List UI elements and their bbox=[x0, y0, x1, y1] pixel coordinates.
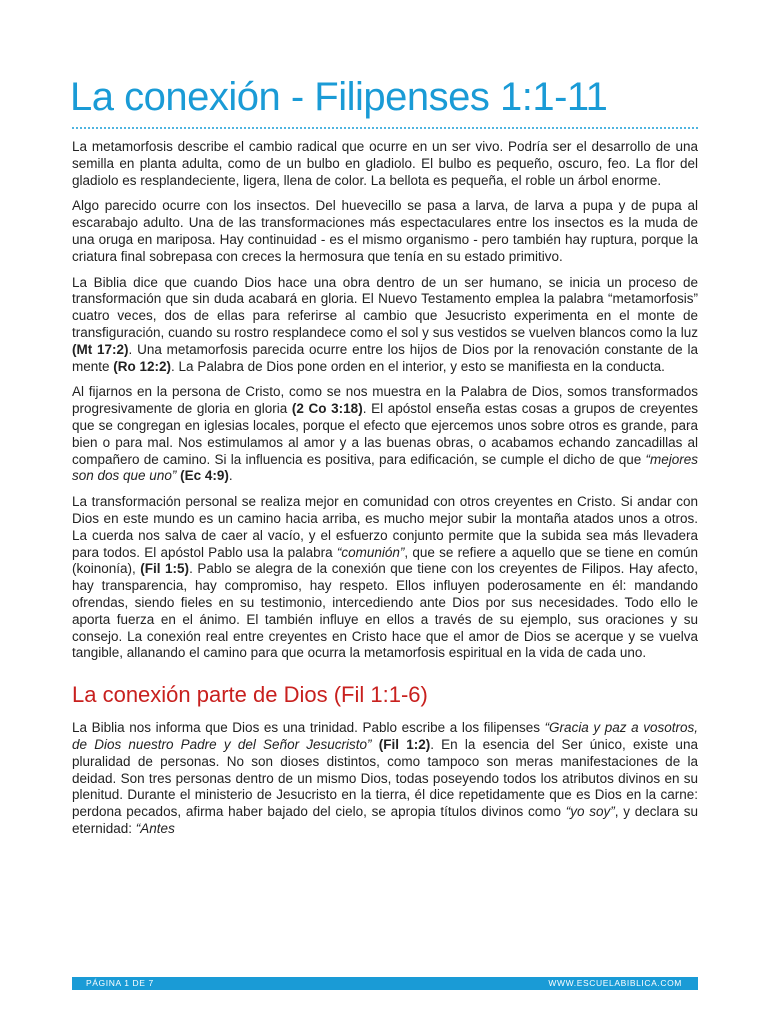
quote-text: “Gracia y paz a vosotros, de Dios nuestro Padre y del Señor Jesucristo” bbox=[72, 720, 698, 752]
text-segment: Al fijarnos en la persona de Cristo, como se nos muestra en la Palabra de Dios, somos transformados progresivamente de gloria en gloria bbox=[72, 384, 698, 417]
paragraph-community bbox=[72, 494, 698, 662]
paragraph-bible-transformation bbox=[72, 275, 698, 376]
scripture-reference: (Ec 4:9) bbox=[180, 468, 229, 484]
paragraph-metamorphosis: La metamorfosis describe el cambio radical que ocurre en un ser vivo. Podría ser el desarrollo de una semilla en planta adulta, como de un bulbo en gladiolo. El bulbo es pequeño, oscuro, feo. La flor del gladiolo es resplandeciente, ligera, llena de color. La bellota es pequeña, el roble un árbol enorme. bbox=[72, 139, 698, 188]
scripture-reference: (Mt 17:2) bbox=[72, 341, 129, 357]
paragraph-insects: Algo parecido ocurre con los insectos. Del huevecillo se pasa a larva, de larva a pupa y de pupa al escarabajo adulto. Una de las transformaciones más espectaculares entre los insectos es la muda de una oruga en mariposa. Hay continuidad - es el mismo organismo - pero también hay ruptura, porque la criatura final sobrepasa con creces la hermosura que tenía en su estado primitivo. bbox=[72, 198, 698, 264]
page-footer bbox=[72, 977, 698, 990]
text-segment: . bbox=[228, 468, 233, 484]
text-segment: . En la esencia del Ser único, existe una pluralidad de personas. No son dioses distintos, como tampoco son meras manifestaciones de la deidad. Son tres personas dentro de un mismo Dios, todas poseyendo todos los atributos divinos en su plenitud. Durante el ministerio de Jesucristo en la tierra, él dice repetidamente que es Dios en la carne: perdona pecados, afirma haber bajado del cielo, se apropia títulos divinos como bbox=[72, 736, 698, 820]
text-segment: . Pablo se alegra de la conexión que tiene con los creyentes de Filipos. Hay afecto, hay transparencia, hay compromiso, hay respeto. Ellos influyen poderosamente en él: mandando ofrendas, siendo fieles en su testimonio, intercediendo ante Dios por sus necesidades. Todo ello le aporta fuerza en el ánimo. El también influye en ellos a través de su ejemplo, sus oraciones y su consejo. La conexión real entre creyentes en Cristo hace que el amor de Dios se acerque y se vuelva tangible, allanando el camino para que ocurra la metamorfosis espiritual en la vida de cada uno. bbox=[72, 561, 698, 661]
text-segment: . Una metamorfosis parecida ocurre entre los hijos de Dios por la renovación constante de la mente bbox=[72, 341, 698, 374]
scripture-reference: (2 Co 3:18) bbox=[291, 401, 363, 417]
scripture-reference: (Fil 1:2) bbox=[378, 736, 431, 752]
scripture-reference: (Fil 1:5) bbox=[140, 561, 190, 577]
page-number: PÁGINA 1 DE 7 bbox=[86, 978, 154, 988]
text-segment: La Biblia dice que cuando Dios hace una obra dentro de un ser humano, se inicia un proceso de transformación que sin duda acabará en gloria. El Nuevo Testamento emplea la palabra “metamorfosis” cuatro veces, dos de ellas para referirse al cambio que Jesucristo experimenta en el monte de transfiguración, cuando su rostro resplandece como el sol y sus vestidos se vuelven blancos como la luz bbox=[72, 274, 698, 340]
text-segment: La Biblia nos informa que Dios es una trinidad. Pablo escribe a los filipenses bbox=[72, 720, 545, 736]
title-dotted-divider bbox=[72, 127, 698, 129]
text-segment: , y declara su eternidad: bbox=[72, 804, 699, 836]
document-body bbox=[72, 139, 698, 847]
website-link[interactable]: WWW.ESCUELABIBLICA.COM bbox=[548, 978, 682, 988]
quote-text: “comunión” bbox=[336, 544, 405, 560]
text-segment: . El apóstol enseña estas cosas a grupos de creyentes que se congregan en iglesias locales, porque el efecto que ejercemos unos sobre otros es grande, para bien o para mal. Nos estimulamos al amor y a las buenas obras, o acabamos echando zancadillas al compañero de camino. Si la influencia es positiva, para edificación, se cumple el dicho de que bbox=[72, 401, 698, 467]
text-segment: , que se refiere a aquello que se tiene en común (koinonía), bbox=[72, 544, 698, 577]
page-title: La conexión - Filipenses 1:1-11 bbox=[70, 75, 608, 119]
section-heading: La conexión parte de Dios (Fil 1:1-6) bbox=[72, 682, 428, 708]
scripture-reference: (Ro 12:2) bbox=[113, 358, 172, 374]
quote-text: “yo soy” bbox=[565, 804, 615, 820]
quote-text: “mejores son dos que uno” bbox=[72, 451, 698, 484]
text-segment: . La Palabra de Dios pone orden en el interior, y esto se manifiesta en la conducta. bbox=[171, 358, 665, 374]
paragraph-trinity bbox=[72, 720, 698, 838]
paragraph-christ-person bbox=[72, 384, 698, 485]
text-segment bbox=[372, 737, 379, 752]
text-segment: La transformación personal se realiza mejor en comunidad con otros creyentes en Cristo. Si andar con Dios en este mundo es un camino hacia arriba, es mucho mejor subir la montaña atados unos a otros. La cuerda nos salva de caer al vacío, y el esfuerzo conjunto permite que la subida sea más llevadera para todos. El apóstol Pablo usa la palabra bbox=[72, 494, 698, 560]
quote-text: “Antes bbox=[135, 820, 175, 836]
